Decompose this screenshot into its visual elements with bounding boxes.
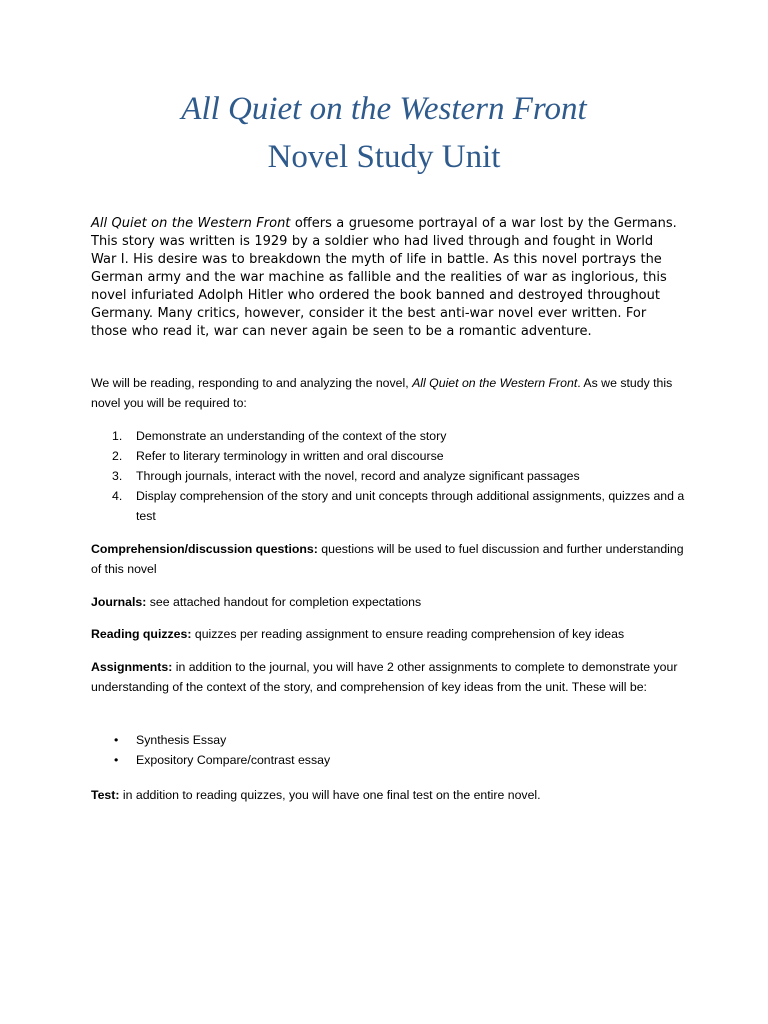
test-label: Test: <box>91 788 120 802</box>
list-item <box>112 426 692 446</box>
journals-label: Journals: <box>91 595 147 609</box>
reading-quizzes-label: Reading quizzes: <box>91 627 192 641</box>
comprehension-paragraph <box>91 539 691 579</box>
reading-quizzes-text: quizzes per reading assignment to ensure reading comprehension of key ideas <box>191 627 625 641</box>
study-text-after: . As we study this novel you will be required to: <box>91 376 673 410</box>
list-item-number: 1. <box>112 429 123 443</box>
study-paragraph <box>91 373 691 413</box>
test-paragraph <box>91 785 691 805</box>
assignments-paragraph <box>91 657 691 697</box>
list-item <box>112 750 672 770</box>
assignments-text: in addition to the journal, you will have 2 other assignments to complete to demonstrate your understanding of the context of the story, and comprehension of key ideas from the unit. These will be: <box>91 660 678 694</box>
list-item <box>112 446 692 466</box>
list-item-number: 4. <box>112 489 123 503</box>
reading-quizzes-paragraph <box>91 624 691 644</box>
title-book-name: All Quiet on the Western Front <box>181 91 587 127</box>
study-text-before: We will be reading, responding to and analyzing the novel, <box>91 376 413 390</box>
list-item <box>112 730 672 750</box>
comprehension-label: Comprehension/discussion questions: <box>91 542 318 556</box>
list-item-text: Demonstrate an understanding of the context of the story <box>136 429 447 443</box>
list-item-text: Through journals, interact with the novel, record and analyze significant passages <box>136 469 580 483</box>
study-book-title: All Quiet on the Western Front <box>412 376 578 390</box>
intro-text: offers a gruesome portrayal of a war lost by the Germans. This story was written is 1929 by a soldier who had lived through and fought in World War I. His desire was to breakdown the myth of life in battle. As this novel portrays the German army and the war machine as fallible and the realities of war as inglorious, this novel infuriated Adolph Hitler who ordered the book banned and destroyed throughout Germany. Many critics, however, consider it the best anti-war novel ever written. For those who read it, war can never again be seen to be a romantic adventure. <box>91 216 677 339</box>
list-item-text: Display comprehension of the story and unit concepts through additional assignments, quizzes and a test <box>136 489 685 523</box>
assignment-list <box>112 730 672 770</box>
list-item <box>112 486 692 526</box>
test-text: in addition to reading quizzes, you will have one final test on the entire novel. <box>119 788 541 802</box>
intro-paragraph <box>91 215 681 341</box>
list-item-text: Refer to literary terminology in written and oral discourse <box>136 449 444 463</box>
list-item-text: Expository Compare/contrast essay <box>136 753 331 767</box>
title-unit-name: Novel Study Unit <box>267 139 501 175</box>
journals-paragraph <box>91 592 691 612</box>
bullet-icon: • <box>114 733 119 747</box>
intro-book-title: All Quiet on the Western Front <box>91 216 291 231</box>
bullet-icon: • <box>114 753 119 767</box>
comprehension-text: questions will be used to fuel discussion and further understanding of this novel <box>91 542 684 576</box>
list-item-text: Synthesis Essay <box>136 733 227 747</box>
journals-text: see attached handout for completion expectations <box>146 595 422 609</box>
list-item <box>112 466 692 486</box>
document-title <box>0 86 768 182</box>
assignments-label: Assignments: <box>91 660 173 674</box>
requirements-list <box>112 426 692 526</box>
list-item-number: 2. <box>112 449 123 463</box>
list-item-number: 3. <box>112 469 123 483</box>
